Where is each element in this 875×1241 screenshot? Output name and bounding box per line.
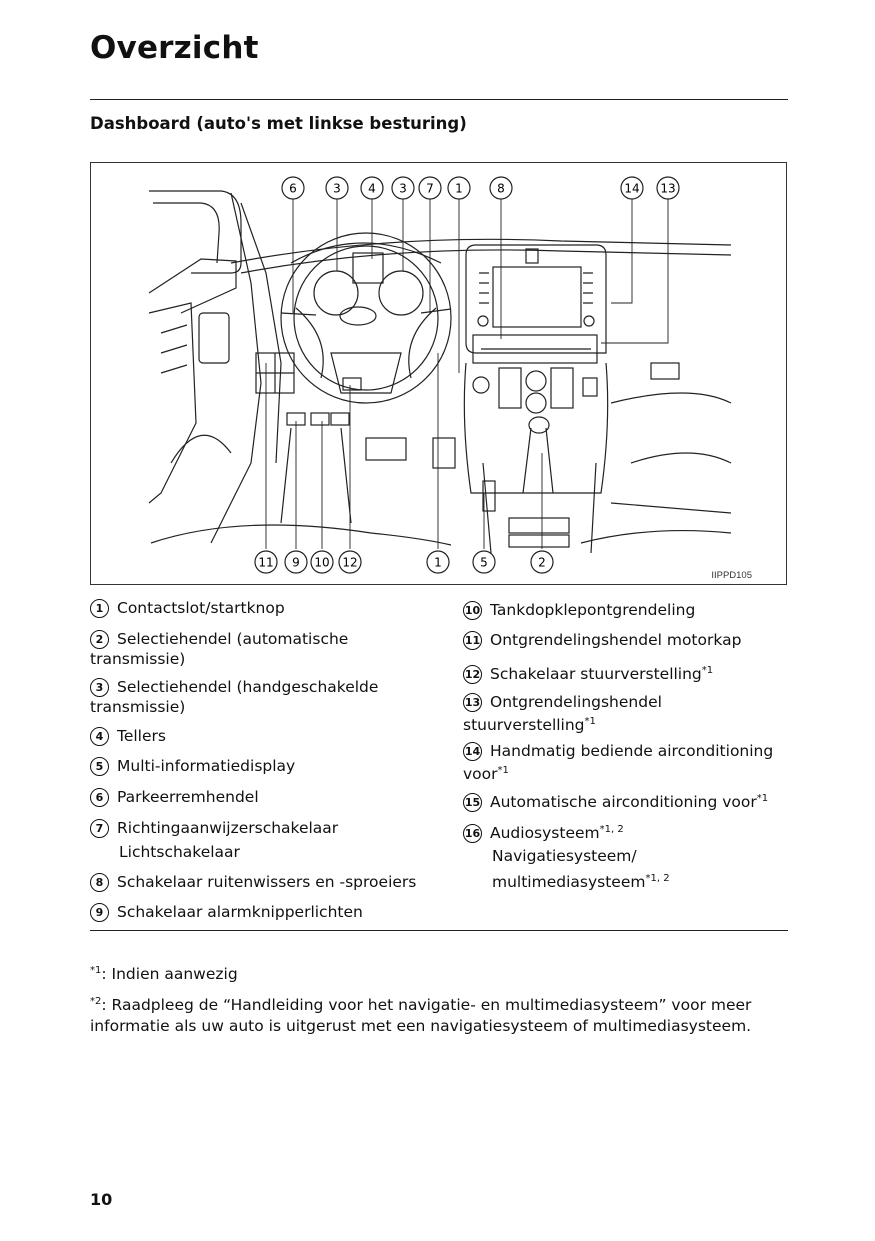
legend-text: Selectiehendel (automatische xyxy=(117,630,349,648)
svg-text:3: 3 xyxy=(399,181,407,196)
number-badge: 6 xyxy=(90,788,109,807)
section-subtitle: Dashboard (auto's met linkse besturing) xyxy=(90,114,467,133)
callout-bottom-3 xyxy=(311,551,333,573)
svg-text:2: 2 xyxy=(538,555,546,570)
svg-text:1: 1 xyxy=(455,181,463,196)
legend-text: Contactslot/startknop xyxy=(117,599,285,617)
legend-text: Richtingaanwijzerschakelaar xyxy=(117,819,339,837)
svg-text:3: 3 xyxy=(333,181,341,196)
page-title: Overzicht xyxy=(90,30,259,66)
number-badge: 11 xyxy=(463,631,482,650)
legend-item-2 xyxy=(90,629,348,669)
number-badge: 1 xyxy=(90,599,109,618)
footnote-1 xyxy=(90,960,790,985)
footnote-marker: *1 xyxy=(756,793,769,804)
callout-top-5 xyxy=(419,177,441,199)
number-badge: 12 xyxy=(463,665,482,684)
footnote-text: : Raadpleeg de “Handleiding voor het navigatie- en multimediasysteem” voor meer informatie als uw auto is uitgerust met een navigatiesysteem of multimediasysteem. xyxy=(90,996,752,1035)
svg-text:14: 14 xyxy=(624,181,640,196)
dashboard-illustration xyxy=(90,162,787,585)
footnote-2 xyxy=(90,991,790,1037)
legend-item-1 xyxy=(90,598,285,618)
legend-text: Selectiehendel (handgeschakelde xyxy=(117,678,379,696)
legend-item-5 xyxy=(90,756,295,776)
legend-left xyxy=(90,598,460,928)
callout-top-2 xyxy=(326,177,348,199)
footnote-marker: *1 xyxy=(497,765,509,776)
figure-code: IIPPD105 xyxy=(711,570,752,581)
legend-item-3 xyxy=(90,677,378,717)
callout-bottom-5 xyxy=(427,551,449,573)
number-badge: 8 xyxy=(90,873,109,892)
callout-top-3 xyxy=(361,177,383,199)
svg-text:1: 1 xyxy=(434,555,442,570)
svg-text:12: 12 xyxy=(342,555,358,570)
legend-text: Schakelaar alarmknipperlichten xyxy=(117,903,363,921)
legend-item-8 xyxy=(90,872,416,892)
number-badge: 9 xyxy=(90,903,109,922)
callout-bottom-4 xyxy=(339,551,361,573)
legend-text-cont: stuurverstelling xyxy=(463,716,585,734)
legend-text: Audiosysteem xyxy=(490,824,600,842)
svg-text:11: 11 xyxy=(258,555,274,570)
legend-text: Automatische airconditioning voor xyxy=(490,793,757,811)
legend-text: Ontgrendelingshendel xyxy=(490,693,662,711)
legend-text-cont: Lichtschakelaar xyxy=(119,843,240,861)
legend-text: Multi-informatiedisplay xyxy=(117,757,296,775)
number-badge: 10 xyxy=(463,601,482,620)
footnote-marker: *2 xyxy=(90,996,102,1007)
svg-text:13: 13 xyxy=(660,181,676,196)
footnote-marker: *1, 2 xyxy=(599,824,624,835)
legend-divider xyxy=(90,930,788,931)
number-badge: 13 xyxy=(463,693,482,712)
svg-text:8: 8 xyxy=(497,181,505,196)
footnote-marker: *1 xyxy=(701,665,714,676)
footnote-marker: *1, 2 xyxy=(645,873,670,884)
footnote-text: : Indien aanwezig xyxy=(101,965,238,983)
legend-text: Ontgrendelingshendel motorkap xyxy=(490,631,742,649)
legend-item-6 xyxy=(90,787,259,807)
legend-item-4 xyxy=(90,726,166,746)
callout-bottom-2 xyxy=(285,551,307,573)
legend-item-14 xyxy=(463,741,773,784)
legend-text: Parkeerremhendel xyxy=(117,788,259,806)
footnote-marker: *1 xyxy=(90,965,102,976)
callout-top-1 xyxy=(282,177,304,199)
legend-item-16 xyxy=(463,820,670,892)
number-badge: 14 xyxy=(463,742,482,761)
callout-layer xyxy=(91,163,786,584)
legend-item-15 xyxy=(463,789,768,812)
number-badge: 4 xyxy=(90,727,109,746)
svg-text:7: 7 xyxy=(426,181,434,196)
footnote-marker: *1 xyxy=(584,716,596,727)
number-badge: 5 xyxy=(90,757,109,776)
legend-text: Schakelaar ruitenwissers en -sproeiers xyxy=(117,873,417,891)
legend-text-cont: transmissie) xyxy=(90,698,186,716)
legend-item-11 xyxy=(463,630,741,650)
svg-text:5: 5 xyxy=(480,555,488,570)
callout-top-9 xyxy=(657,177,679,199)
legend-item-13 xyxy=(463,692,662,735)
legend-text-cont: voor xyxy=(463,765,498,783)
svg-text:10: 10 xyxy=(314,555,330,570)
callout-top-8 xyxy=(621,177,643,199)
number-badge: 7 xyxy=(90,819,109,838)
number-badge: 2 xyxy=(90,630,109,649)
legend-item-9 xyxy=(90,902,363,922)
legend-text: Schakelaar stuurverstelling xyxy=(490,665,702,683)
legend-text: Handmatig bediende airconditioning xyxy=(490,742,774,760)
legend-text-cont2: multimediasysteem xyxy=(492,873,646,891)
number-badge: 3 xyxy=(90,678,109,697)
legend-text-cont: Navigatiesysteem/ xyxy=(492,847,637,865)
callout-bottom-7 xyxy=(531,551,553,573)
legend-item-7 xyxy=(90,818,338,866)
page-number: 10 xyxy=(90,1190,113,1209)
legend-text-cont: transmissie) xyxy=(90,650,186,668)
legend-item-10 xyxy=(463,600,695,620)
number-badge: 16 xyxy=(463,824,482,843)
legend-item-12 xyxy=(463,661,713,684)
svg-text:4: 4 xyxy=(368,181,376,196)
svg-text:9: 9 xyxy=(292,555,300,570)
callout-top-6 xyxy=(448,177,470,199)
legend-right xyxy=(463,600,788,900)
legend-text: Tellers xyxy=(117,727,166,745)
number-badge: 15 xyxy=(463,793,482,812)
legend-text: Tankdopklepontgrendeling xyxy=(490,601,696,619)
svg-text:6: 6 xyxy=(289,181,297,196)
callout-top-4 xyxy=(392,177,414,199)
title-divider xyxy=(90,99,788,100)
callout-bottom-6 xyxy=(473,551,495,573)
callout-top-7 xyxy=(490,177,512,199)
callout-bottom-1 xyxy=(255,551,277,573)
